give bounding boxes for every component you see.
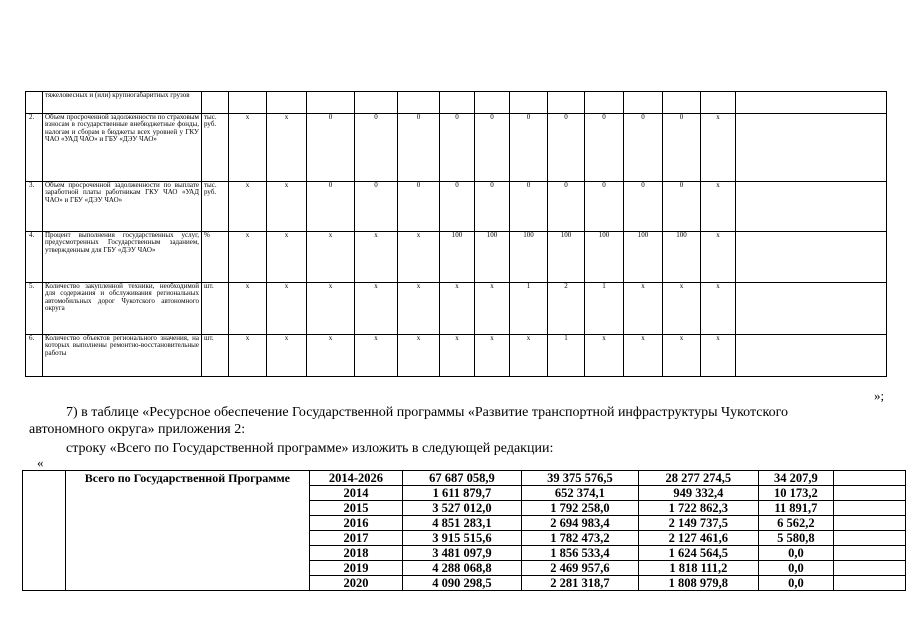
indicator-unit: шт. — [202, 335, 229, 377]
resource-value: 1 808 979,8 — [638, 576, 758, 591]
paragraph-7-line2: автономного округа» приложения 2: — [29, 422, 246, 437]
resource-value: 1 611 879,7 — [402, 486, 521, 501]
indicator-value: х — [440, 335, 475, 377]
indicator-value: х — [701, 283, 736, 335]
indicator-value — [663, 92, 701, 114]
indicator-spacer — [736, 232, 887, 283]
indicator-value: х — [267, 283, 307, 335]
indicator-name: Объем просроченной задолженности по выплате заработной платы работникам ГКУ ЧАО «УАД ЧАО» и ГБУ «ДЭУ ЧАО» — [43, 182, 202, 232]
indicator-value: 0 — [355, 114, 398, 182]
resource-empty-cell — [833, 471, 905, 486]
resource-empty-cell — [833, 546, 905, 561]
indicator-spacer — [736, 114, 887, 182]
indicator-row — [26, 232, 887, 283]
indicator-row — [26, 283, 887, 335]
indicator-value — [510, 92, 548, 114]
indicator-value: 100 — [585, 232, 624, 283]
resource-value: 2019 — [310, 561, 403, 576]
indicator-value: х — [701, 114, 736, 182]
indicator-name: Количество объектов регионального значения, на которых выполнены ремонтно-восстановительные работы — [43, 335, 202, 377]
resource-value: 2 127 461,6 — [638, 531, 758, 546]
indicator-value: 0 — [440, 182, 475, 232]
indicator-value: х — [307, 283, 355, 335]
indicator-value: х — [398, 335, 440, 377]
indicator-value: 100 — [663, 232, 701, 283]
resource-value: 949 332,4 — [638, 486, 758, 501]
indicator-value: 100 — [440, 232, 475, 283]
indicator-value: х — [267, 232, 307, 283]
resource-value: 2 149 737,5 — [638, 516, 758, 531]
resource-value: 2 694 983,4 — [522, 516, 638, 531]
indicator-value: 100 — [475, 232, 510, 283]
resource-empty-cell — [833, 576, 905, 591]
indicator-value: х — [229, 114, 267, 182]
resource-empty-cell — [833, 501, 905, 516]
resource-value: 1 722 862,3 — [638, 501, 758, 516]
indicator-value: х — [229, 182, 267, 232]
resource-empty-cell — [833, 561, 905, 576]
resource-table — [22, 470, 906, 591]
indicator-value: 0 — [663, 114, 701, 182]
resource-value: 2014-2026 — [310, 471, 403, 486]
indicator-value: х — [229, 335, 267, 377]
resource-value: 4 288 068,8 — [402, 561, 521, 576]
opening-quote-mark: « — [37, 455, 44, 470]
resource-value: 6 562,2 — [759, 516, 834, 531]
indicator-value: х — [398, 232, 440, 283]
resource-value: 1 782 473,2 — [522, 531, 638, 546]
indicator-value: 100 — [624, 232, 663, 283]
resource-value: 3 527 012,0 — [402, 501, 521, 516]
indicator-name: Процент выполнения государственных услуг, предусмотренных Государственным заданием, утвержденным для ГБУ «ДЭУ ЧАО» — [43, 232, 202, 283]
indicator-value: х — [475, 283, 510, 335]
indicator-value: х — [267, 335, 307, 377]
indicator-value: 0 — [307, 182, 355, 232]
indicator-value — [440, 92, 475, 114]
indicator-value: х — [663, 335, 701, 377]
indicator-value: 0 — [355, 182, 398, 232]
resource-row — [23, 471, 906, 486]
indicator-value: х — [440, 283, 475, 335]
indicator-value: х — [229, 232, 267, 283]
indicator-value: 1 — [510, 283, 548, 335]
resource-value: 11 891,7 — [759, 501, 834, 516]
resource-value: 10 173,2 — [759, 486, 834, 501]
resource-blank-cell — [23, 471, 66, 591]
indicator-row — [26, 114, 887, 182]
indicator-value: 2 — [548, 283, 585, 335]
indicator-number: 6. — [26, 335, 43, 377]
indicator-value: х — [475, 335, 510, 377]
indicator-value: 100 — [510, 232, 548, 283]
resource-value: 39 375 576,5 — [522, 471, 638, 486]
indicator-unit — [202, 92, 229, 114]
resource-value: 2 469 957,6 — [522, 561, 638, 576]
indicator-value: х — [624, 283, 663, 335]
indicator-value: х — [624, 335, 663, 377]
indicator-value — [307, 92, 355, 114]
indicator-value: 0 — [624, 182, 663, 232]
indicator-value: х — [701, 232, 736, 283]
resource-value: 4 851 283,1 — [402, 516, 521, 531]
indicator-number: 5. — [26, 283, 43, 335]
indicator-value — [585, 92, 624, 114]
indicator-value — [624, 92, 663, 114]
indicator-unit: шт. — [202, 283, 229, 335]
resource-value: 0,0 — [759, 576, 834, 591]
indicator-value: х — [307, 335, 355, 377]
indicator-row — [26, 182, 887, 232]
resource-label: Всего по Государственной Программе — [65, 471, 310, 591]
indicators-table — [25, 91, 887, 377]
indicator-value: х — [267, 182, 307, 232]
resource-value: 1 792 258,0 — [522, 501, 638, 516]
resource-value: 34 207,9 — [759, 471, 834, 486]
paragraph-replace-row: строку «Всего по Государственной программе» изложить в следующей редакции: — [66, 441, 554, 456]
indicator-name: Количество закупленной техники, необходимой для содержания и обслуживания региональных автомобильных дорог Чукотского автономного округа — [43, 283, 202, 335]
resource-value: 2020 — [310, 576, 403, 591]
resource-value: 2 281 318,7 — [522, 576, 638, 591]
indicator-number: 4. — [26, 232, 43, 283]
indicator-value — [229, 92, 267, 114]
indicator-row — [26, 92, 887, 114]
indicator-unit: % — [202, 232, 229, 283]
indicator-value: 0 — [475, 182, 510, 232]
resource-value: 2018 — [310, 546, 403, 561]
indicator-spacer — [736, 92, 887, 114]
indicator-value — [355, 92, 398, 114]
indicator-value: х — [267, 114, 307, 182]
indicator-value: х — [229, 283, 267, 335]
indicator-value — [267, 92, 307, 114]
indicator-number: 3. — [26, 182, 43, 232]
resource-value: 67 687 058,9 — [402, 471, 521, 486]
indicator-value: х — [701, 335, 736, 377]
resource-value: 2017 — [310, 531, 403, 546]
resource-value: 4 090 298,5 — [402, 576, 521, 591]
resource-empty-cell — [833, 486, 905, 501]
resource-value: 2014 — [310, 486, 403, 501]
resource-value: 0,0 — [759, 561, 834, 576]
resource-value: 1 818 111,2 — [638, 561, 758, 576]
indicator-value: 0 — [510, 114, 548, 182]
indicator-value: 1 — [585, 283, 624, 335]
indicator-name: Объем просроченной задолженности по страховым взносам в государственные внебюджетные фонды, налогам и сборам в бюджеты всех уровней у ГКУ ЧАО «УАД ЧАО» и ГБУ «ДЭУ ЧАО» — [43, 114, 202, 182]
indicator-value: х — [398, 283, 440, 335]
indicator-value: 0 — [548, 182, 585, 232]
indicator-value: х — [355, 335, 398, 377]
indicator-value: 0 — [510, 182, 548, 232]
resource-value: 0,0 — [759, 546, 834, 561]
indicator-value — [398, 92, 440, 114]
indicator-value: 0 — [663, 182, 701, 232]
indicator-value: 0 — [440, 114, 475, 182]
indicator-value: 1 — [548, 335, 585, 377]
indicator-spacer — [736, 182, 887, 232]
resource-empty-cell — [833, 516, 905, 531]
indicator-number: 2. — [26, 114, 43, 182]
indicator-value — [701, 92, 736, 114]
closing-quote-mark: »; — [874, 388, 885, 403]
indicator-number — [26, 92, 43, 114]
indicator-row — [26, 335, 887, 377]
indicator-value: х — [663, 283, 701, 335]
indicator-value: 0 — [548, 114, 585, 182]
indicator-name: тяжеловесных и (или) крупногабаритных грузов — [43, 92, 202, 114]
indicator-value: 0 — [398, 182, 440, 232]
indicator-value — [475, 92, 510, 114]
resource-value: 652 374,1 — [522, 486, 638, 501]
indicator-unit: тыс. руб. — [202, 182, 229, 232]
indicator-value: 0 — [624, 114, 663, 182]
resource-value: 5 580,8 — [759, 531, 834, 546]
indicator-value: 100 — [548, 232, 585, 283]
indicator-spacer — [736, 335, 887, 377]
indicator-value: 0 — [475, 114, 510, 182]
resource-value: 3 481 097,9 — [402, 546, 521, 561]
indicator-value: х — [510, 335, 548, 377]
indicator-value: 0 — [585, 114, 624, 182]
resource-value: 2015 — [310, 501, 403, 516]
indicator-spacer — [736, 283, 887, 335]
indicator-unit: тыс. руб. — [202, 114, 229, 182]
resource-value: 1 856 533,4 — [522, 546, 638, 561]
indicator-value: 0 — [585, 182, 624, 232]
indicator-value: х — [355, 283, 398, 335]
indicator-value: 0 — [307, 114, 355, 182]
indicator-value: х — [355, 232, 398, 283]
indicator-value — [548, 92, 585, 114]
paragraph-7-line1: 7) в таблице «Ресурсное обеспечение Государственной программы «Развитие транспортной инфраструктуры Чукотского — [66, 405, 788, 420]
resource-value: 3 915 515,6 — [402, 531, 521, 546]
resource-value: 2016 — [310, 516, 403, 531]
resource-value: 1 624 564,5 — [638, 546, 758, 561]
indicator-value: 0 — [398, 114, 440, 182]
indicator-value: х — [585, 335, 624, 377]
indicator-value: х — [701, 182, 736, 232]
indicator-value: х — [307, 232, 355, 283]
resource-value: 28 277 274,5 — [638, 471, 758, 486]
resource-empty-cell — [833, 531, 905, 546]
